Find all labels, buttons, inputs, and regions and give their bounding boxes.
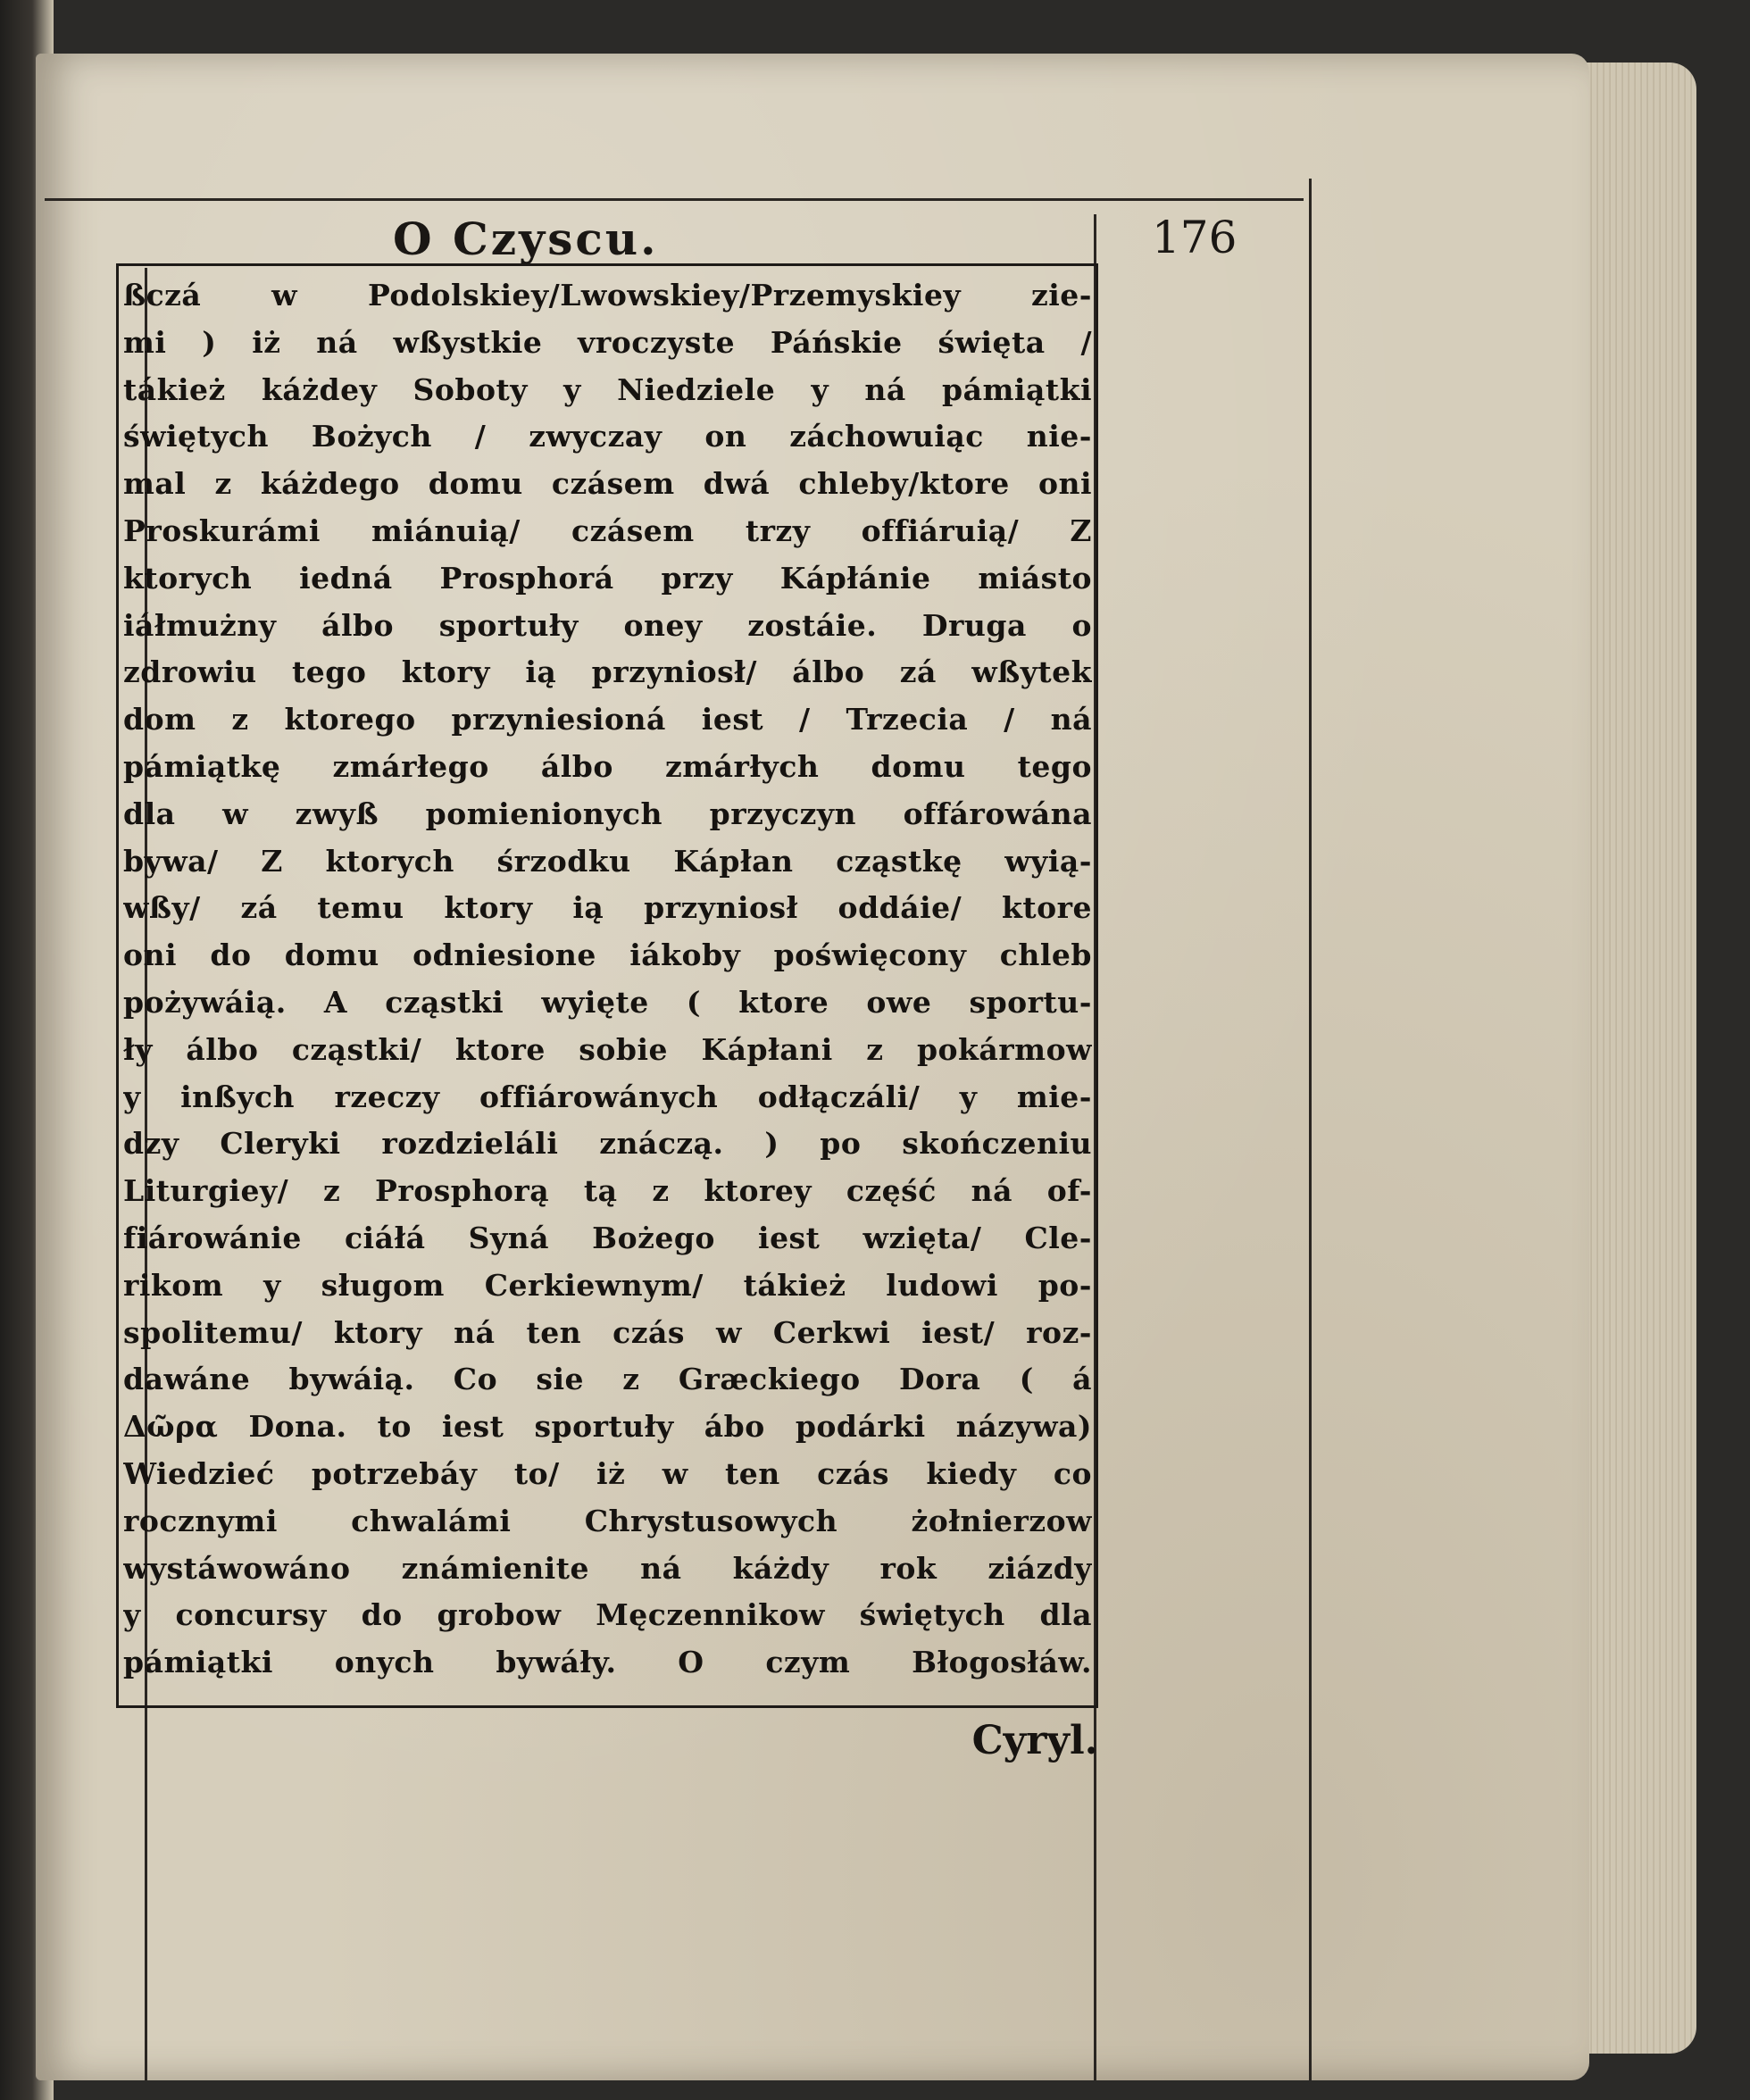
text-line: rocznymi chwalámi Chrystusowych żołnierzow: [123, 1503, 1092, 1538]
text-line: fiárowánie ciáłá Syná Bożego iest wzięta/ Cle-: [123, 1220, 1092, 1255]
text-line: y inßych rzeczy offiárowánych odłączáli/ y mie-: [123, 1079, 1092, 1114]
text-line: pożywáią. A cząstki wyięte ( ktore owe sportu-: [123, 984, 1092, 1020]
text-line: mal z káżdego domu czásem dwá chleby/ktore oni: [123, 466, 1092, 502]
text-line: bywa/ Z ktorych śrzodku Kápłan cząstkę wyią-: [123, 843, 1092, 879]
text-line: tákież káżdey Soboty y Niedziele y ná pámiątki: [123, 371, 1092, 407]
text-line: ły álbo cząstki/ ktore sobie Kápłani z pokármow: [123, 1031, 1092, 1067]
header-rule: [45, 198, 1304, 201]
text-line: ßczá w Podolskiey/Lwowskiey/Przemyskiey zie-: [123, 278, 1092, 312]
text-line: wystáwowáno známienite ná káżdy rok ziázdy: [123, 1550, 1092, 1586]
text-line: dawáne bywáią. Co sie z Græckiego Dora ( á: [123, 1362, 1092, 1397]
text-line: Wiedzieć potrzebáy to/ iż w ten czás kiedy co: [123, 1455, 1092, 1491]
text-line: iáłmużny álbo sportuły oney zostáie. Druga o: [123, 607, 1092, 643]
text-line: wßy/ zá temu ktory ią przyniosł oddáie/ ktore: [123, 890, 1092, 926]
body-text: [123, 272, 1092, 1692]
text-line: spolitemu/ ktory ná ten czás w Cerkwi iest/ roz-: [123, 1314, 1092, 1350]
text-line: dzy Cleryki rozdzieláli znáczą. ) po skończeniu: [123, 1126, 1092, 1162]
margin-rule: [1309, 179, 1312, 2080]
text-line: y concursy do grobow Męczennikow świętych dla: [123, 1597, 1092, 1633]
text-line: dom z ktorego przyniesioná iest / Trzecia / ná: [123, 702, 1092, 738]
text-line: świętych Bożych / zwyczay on záchowuiąc nie-: [123, 419, 1092, 454]
running-head: O Czyscu.: [393, 212, 659, 265]
text-line: oni do domu odniesione iákoby poświęcony chleb: [123, 938, 1092, 973]
text-line: mi ) iż ná wßystkie vroczyste Páńskie święta /: [123, 324, 1092, 360]
catchword: Cyryl.: [971, 1718, 1098, 1763]
text-line: Proskurámi miánuią/ czásem trzy offiáruią/ Z: [123, 512, 1092, 548]
text-line: pámiątki onych bywáły. O czym Błogosłáw.: [123, 1645, 1092, 1680]
text-line: Δῶρα Dona. to iest sportuły ábo podárki názywa): [123, 1409, 1092, 1445]
text-line: zdrowiu tego ktory ią przyniosł/ álbo zá wßytek: [123, 654, 1092, 690]
page-number: 176: [1152, 212, 1238, 263]
text-line: Liturgiey/ z Prosphorą tą z ktorey część ná of-: [123, 1173, 1092, 1209]
text-line: dla w zwyß pomienionych przyczyn offárowána: [123, 796, 1092, 831]
text-line: pámiątkę zmárłego álbo zmárłych domu tego: [123, 748, 1092, 784]
text-line: rikom y sługom Cerkiewnym/ tákież ludowi po-: [123, 1267, 1092, 1303]
text-line: ktorych iedná Prosphorá przy Kápłánie miásto: [123, 560, 1092, 596]
